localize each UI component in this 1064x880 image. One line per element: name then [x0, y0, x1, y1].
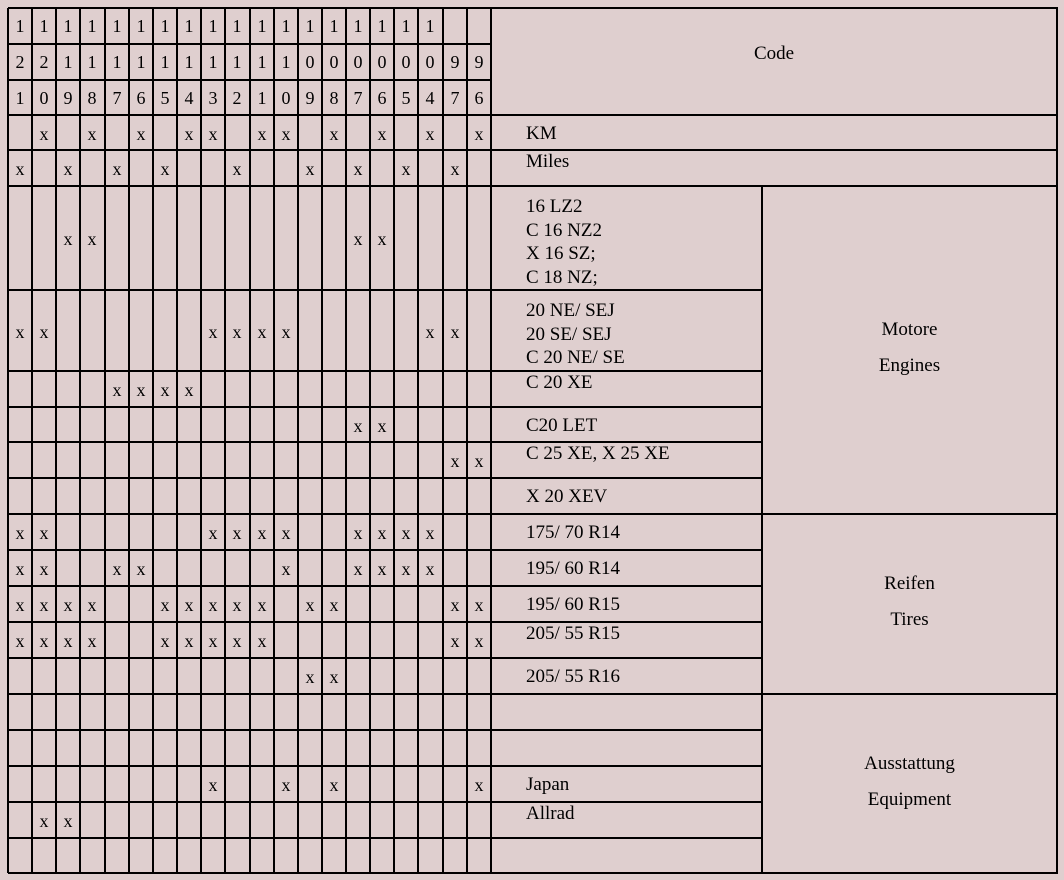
x-mark: x [39, 523, 49, 543]
code-digit: 1 [305, 16, 315, 36]
code-digit: 1 [377, 16, 387, 36]
code-digit: 2 [232, 88, 242, 108]
row-line [8, 801, 763, 803]
x-mark: x [305, 159, 315, 179]
code-digit: 1 [136, 16, 146, 36]
row-line [8, 549, 763, 551]
x-mark: x [450, 595, 460, 615]
x-mark: x [474, 595, 484, 615]
x-mark: x [232, 631, 242, 651]
x-mark: x [474, 775, 484, 795]
x-mark: x [257, 321, 267, 342]
x-mark: x [281, 123, 291, 144]
row-label: 175/ 70 R14 [526, 522, 620, 543]
x-mark: x [353, 559, 363, 579]
row-label: C 18 NZ; [526, 266, 598, 288]
x-mark: x [39, 631, 49, 651]
code-digit: 1 [257, 88, 267, 108]
x-mark: x [474, 451, 484, 471]
x-mark: x [281, 775, 291, 795]
x-mark: x [160, 631, 170, 651]
row-label: 205/ 55 R15 [526, 623, 620, 644]
x-mark: x [353, 523, 363, 543]
code-digit: 1 [425, 16, 435, 36]
row-line [8, 513, 1058, 515]
x-mark: x [257, 595, 267, 615]
x-mark: x [353, 229, 363, 249]
category-label: Reifen [884, 573, 935, 594]
code-digit: 2 [15, 52, 25, 72]
row-line [8, 693, 1058, 695]
x-mark: x [184, 631, 194, 651]
table-border-right [1056, 8, 1058, 874]
x-mark: x [160, 159, 170, 179]
x-mark: x [184, 123, 194, 144]
x-mark: x [425, 559, 435, 579]
code-digit: 1 [87, 52, 97, 72]
row-label: C 16 NZ2 [526, 219, 602, 241]
x-mark: x [474, 123, 484, 144]
x-mark: x [15, 631, 25, 651]
x-mark: x [474, 631, 484, 651]
code-digit: 4 [184, 88, 194, 108]
row-label: C 20 XE [526, 372, 593, 393]
row-label: C 25 XE, X 25 XE [526, 443, 670, 464]
row-label: 20 NE/ SEJ [526, 300, 615, 321]
x-mark: x [232, 159, 242, 179]
x-mark: x [63, 595, 73, 615]
code-digit: 6 [136, 88, 146, 108]
code-digit: 4 [425, 88, 435, 108]
x-mark: x [377, 523, 387, 543]
code-digit: 2 [39, 52, 49, 72]
x-mark: x [112, 559, 122, 579]
row-line [8, 477, 763, 479]
code-digit: 1 [15, 16, 25, 36]
code-digit: 1 [208, 16, 218, 36]
x-mark: x [208, 123, 218, 144]
code-digit: 1 [136, 52, 146, 72]
row-line [8, 837, 763, 839]
x-mark: x [377, 559, 387, 579]
row-label: KM [526, 122, 557, 144]
x-mark: x [257, 123, 267, 144]
x-mark: x [208, 523, 218, 543]
x-mark: x [377, 123, 387, 144]
x-mark: x [112, 159, 122, 179]
x-mark: x [329, 595, 339, 615]
code-digit: 9 [474, 52, 484, 72]
code-digit: 1 [401, 16, 411, 36]
x-mark: x [305, 595, 315, 615]
code-digit: 0 [401, 52, 411, 72]
x-mark: x [87, 229, 97, 249]
code-digit: 6 [474, 88, 484, 108]
code-digit: 1 [184, 16, 194, 36]
x-mark: x [15, 321, 25, 342]
code-digit: 7 [112, 88, 122, 108]
code-digit: 1 [281, 52, 291, 72]
code-digit: 9 [305, 88, 315, 108]
x-mark: x [63, 229, 73, 249]
x-mark: x [401, 523, 411, 543]
code-digit: 1 [39, 16, 49, 36]
row-label: 16 LZ2 [526, 196, 583, 217]
code-digit: 1 [329, 16, 339, 36]
x-mark: x [208, 775, 218, 795]
x-mark: x [232, 321, 242, 342]
x-mark: x [257, 523, 267, 543]
category-label: Equipment [867, 788, 952, 810]
x-mark: x [184, 380, 194, 400]
x-mark: x [329, 667, 339, 687]
x-mark: x [257, 631, 267, 651]
x-mark: x [63, 159, 73, 179]
x-mark: x [329, 123, 339, 144]
x-mark: x [87, 595, 97, 615]
x-mark: x [136, 380, 146, 400]
row-line [8, 729, 763, 731]
x-mark: x [281, 321, 291, 342]
code-digit: 1 [232, 16, 242, 36]
code-digit: 0 [329, 52, 339, 72]
row-label: 20 SE/ SEJ [526, 323, 612, 345]
x-mark: x [39, 559, 49, 579]
x-mark: x [87, 123, 97, 144]
code-digit: 1 [184, 52, 194, 72]
x-mark: x [15, 559, 25, 579]
row-label: C20 LET [526, 414, 598, 436]
code-digit: 5 [401, 88, 411, 108]
x-mark: x [377, 229, 387, 249]
x-mark: x [208, 631, 218, 651]
row-line [8, 289, 763, 291]
x-mark: x [450, 631, 460, 651]
x-mark: x [425, 123, 435, 144]
category-label: Engines [878, 355, 941, 376]
x-mark: x [160, 380, 170, 400]
code-digit: 1 [208, 52, 218, 72]
code-digit: 5 [160, 88, 170, 108]
row-label: 205/ 55 R16 [526, 666, 620, 687]
row-label: 195/ 60 R14 [526, 558, 620, 579]
code-digit: 1 [281, 16, 291, 36]
code-digit: 1 [15, 88, 25, 108]
code-digit: 0 [39, 88, 49, 108]
code-digit: 0 [281, 88, 291, 108]
x-mark: x [136, 559, 146, 579]
x-mark: x [305, 667, 315, 687]
code-digit: 1 [257, 16, 267, 36]
x-mark: x [87, 631, 97, 651]
code-digit: 1 [160, 52, 170, 72]
header-bottom-line [8, 114, 1058, 116]
code-digit: 1 [160, 16, 170, 36]
x-mark: x [232, 595, 242, 615]
code-digit: 0 [305, 52, 315, 72]
x-mark: x [112, 380, 122, 400]
x-mark: x [401, 159, 411, 179]
code-digit: 8 [329, 88, 339, 108]
code-digit: 3 [208, 88, 218, 108]
x-mark: x [450, 321, 460, 342]
x-mark: x [377, 415, 387, 436]
x-mark: x [450, 159, 460, 179]
x-mark: x [208, 595, 218, 615]
code-digit: 7 [353, 88, 363, 108]
code-digit: 1 [232, 52, 242, 72]
x-mark: x [425, 523, 435, 543]
table-border-bottom [8, 872, 1058, 874]
row-line [8, 765, 763, 767]
row-label: Japan [526, 774, 570, 795]
x-mark: x [39, 595, 49, 615]
row-label: X 20 XEV [526, 486, 608, 507]
code-header-label: Code [753, 43, 795, 64]
x-mark: x [281, 559, 291, 579]
x-mark: x [281, 523, 291, 543]
code-digit: 1 [257, 52, 267, 72]
x-mark: x [232, 523, 242, 543]
code-digit: 0 [377, 52, 387, 72]
table-border-top [8, 7, 1058, 9]
x-mark: x [329, 775, 339, 795]
row-line [8, 406, 763, 408]
x-mark: x [63, 811, 73, 831]
x-mark: x [425, 321, 435, 342]
code-digit: 8 [87, 88, 97, 108]
x-mark: x [353, 415, 363, 436]
x-mark: x [39, 321, 49, 342]
code-digit: 1 [353, 16, 363, 36]
row-line [8, 370, 763, 372]
code-digit: 1 [63, 16, 73, 36]
row-label: C 20 NE/ SE [526, 347, 625, 368]
x-mark: x [136, 123, 146, 144]
x-mark: x [15, 595, 25, 615]
x-mark: x [401, 559, 411, 579]
code-digit: 1 [87, 16, 97, 36]
x-mark: x [160, 595, 170, 615]
x-mark: x [63, 631, 73, 651]
row-label: 195/ 60 R15 [526, 594, 620, 615]
row-line [8, 621, 763, 623]
x-mark: x [208, 321, 218, 342]
category-label: Ausstattung [864, 752, 955, 774]
row-line [8, 185, 1058, 187]
row-label: Miles [526, 151, 570, 172]
row-label: Allrad [526, 803, 575, 824]
code-digit: 0 [425, 52, 435, 72]
code-digit: 1 [112, 52, 122, 72]
x-mark: x [39, 123, 49, 144]
x-mark: x [15, 523, 25, 543]
code-digit: 0 [353, 52, 363, 72]
x-mark: x [15, 159, 25, 179]
code-digit: 1 [112, 16, 122, 36]
code-digit: 6 [377, 88, 387, 108]
x-mark: x [353, 159, 363, 179]
x-mark: x [184, 595, 194, 615]
code-digit: 9 [450, 52, 460, 72]
code-digit: 7 [450, 88, 460, 108]
category-label: Motore [881, 319, 938, 340]
category-label: Tires [890, 609, 929, 630]
row-line [8, 657, 763, 659]
row-line [8, 585, 763, 587]
x-mark: x [39, 811, 49, 831]
row-label: X 16 SZ; [526, 243, 596, 264]
code-digit: 1 [63, 52, 73, 72]
x-mark: x [450, 451, 460, 471]
code-digit: 9 [63, 88, 73, 108]
